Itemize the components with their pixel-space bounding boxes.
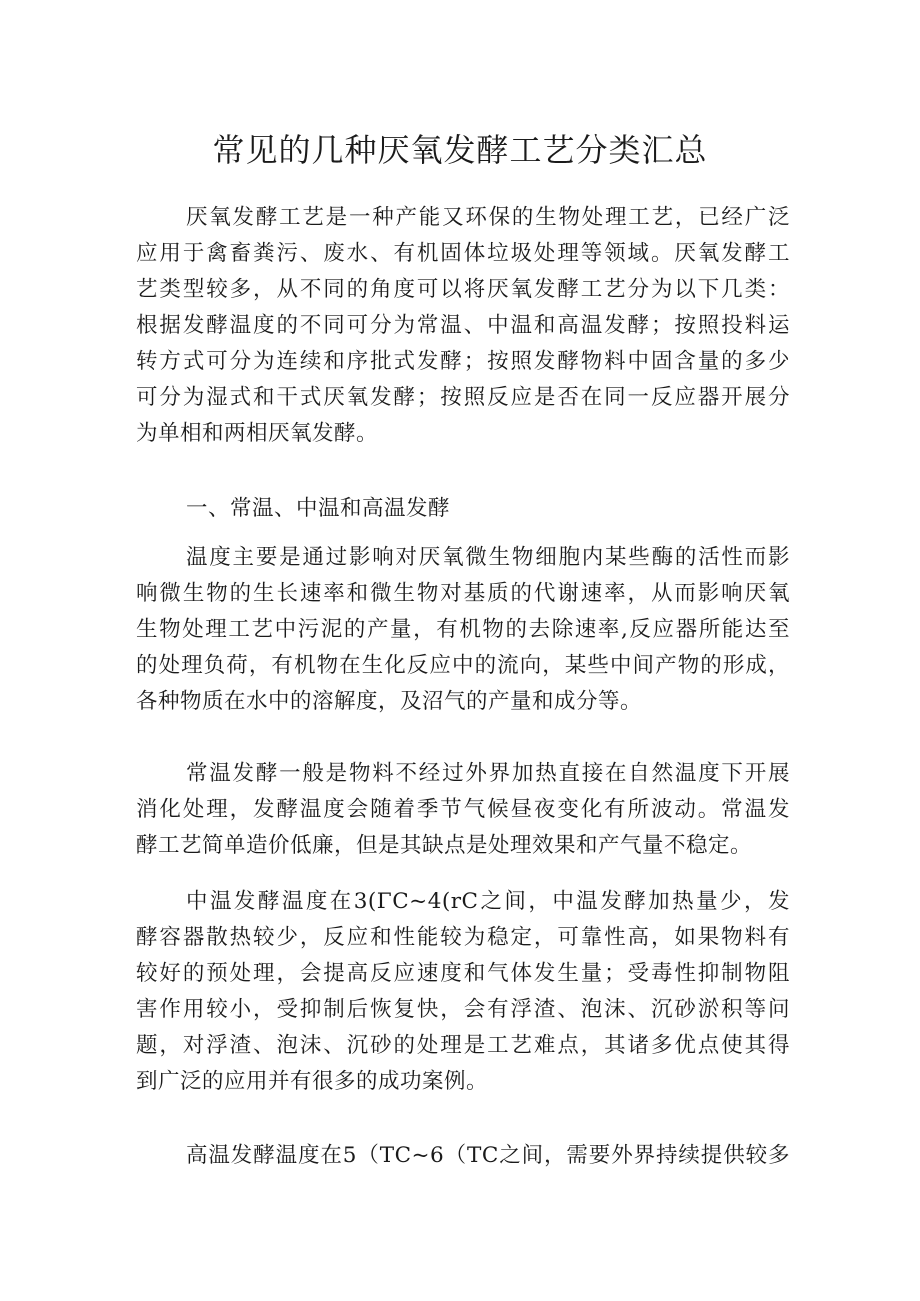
text-line: 消化处理，发酵温度会随着季节气候昼夜变化有所波动。常温发 xyxy=(136,797,790,822)
text-line: 应用于禽畜粪污、废水、有机固体垃圾处理等领域。厌氧发酵工 xyxy=(136,241,790,266)
text-line: 酵工艺简单造价低廉，但是其缺点是处理效果和产气量不稳定。 xyxy=(136,833,753,858)
text-line: 高温发酵温度在5（TC~6（TC之间，需要外界持续提供较多 xyxy=(186,1143,790,1168)
text-line: 较好的预处理，会提高反应速度和气体发生量；受毒性抑制物阻 xyxy=(136,961,790,986)
text-line: 的处理负荷，有机物在生化反应中的流向，某些中间产物的形成， xyxy=(136,653,790,678)
text-line: 可分为湿式和干式厌氧发酵；按照反应是否在同一反应器开展分 xyxy=(136,385,790,410)
text-line: 题，对浮渣、泡沫、沉砂的处理是工艺难点，其诸多优点使其得 xyxy=(136,1033,790,1058)
text-line: 为单相和两相厌氧发酵。 xyxy=(136,421,379,446)
text-line: 艺类型较多，从不同的角度可以将厌氧发酵工艺分为以下几类： xyxy=(136,277,790,302)
section-heading-text: 一、常温、中温和高温发酵 xyxy=(186,496,451,521)
text-line: 常温发酵一般是物料不经过外界加热直接在自然温度下开展 xyxy=(186,761,790,786)
text-line: 温度主要是通过影响对厌氧微生物细胞内某些酶的活性而影 xyxy=(186,545,790,570)
text-line: 根据发酵温度的不同可分为常温、中温和高温发酵；按照投料运 xyxy=(136,313,790,338)
text-line: 转方式可分为连续和序批式发酵；按照发酵物料中固含量的多少 xyxy=(136,349,790,374)
text-line: 生物处理工艺中污泥的产量，有机物的去除速率,反应器所能达至 xyxy=(136,617,790,642)
text-line: 厌氧发酵工艺是一种产能又环保的生物处理工艺，已经广泛 xyxy=(186,205,790,230)
document-title: 常见的几种厌氧发酵工艺分类汇总 xyxy=(212,131,708,169)
text-line: 响微生物的生长速率和微生物对基质的代谢速率，从而影响厌氧 xyxy=(136,581,790,606)
text-line: 害作用较小，受抑制后恢复快，会有浮渣、泡沫、沉砂淤积等问 xyxy=(136,997,790,1022)
text-line: 各种物质在水中的溶解度，及沼气的产量和成分等。 xyxy=(136,689,643,714)
text-line: 中温发酵温度在3(ΓC~4(rC之间，中温发酵加热量少，发 xyxy=(186,889,790,914)
text-line: 到广泛的应用并有很多的成功案例。 xyxy=(136,1069,489,1094)
text-line: 酵容器散热较少，反应和性能较为稳定，可靠性高，如果物料有 xyxy=(136,925,790,950)
